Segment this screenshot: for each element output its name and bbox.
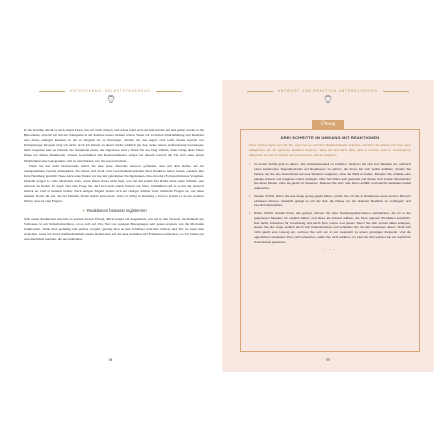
bullet-arrow-icon: ▸ [249, 193, 251, 198]
exercise-steps [249, 162, 411, 244]
runhead-rule-left [39, 91, 65, 92]
exercise-tab: Übung [312, 120, 344, 129]
person-head-icon [106, 94, 116, 104]
right-page [222, 80, 434, 372]
exercise-title: DREI SCHRITTE IM UMGANG MIT REAKTIONEN [280, 135, 380, 140]
exercise-step [249, 211, 411, 244]
exercise-box [240, 129, 420, 352]
left-body-text [24, 128, 204, 242]
person-head-icon [323, 94, 333, 104]
bullet-arrow-icon: ▸ [249, 211, 251, 216]
bullet-arrow-icon: ▸ [249, 162, 251, 167]
exercise-step [249, 194, 411, 208]
section-subhead-text: Reaktionen bewusst registrieren [86, 208, 147, 214]
runhead-rule-left [247, 91, 273, 92]
exercise-end-dots: • • • [324, 247, 336, 253]
runhead-rule-right [383, 91, 409, 92]
exercise-step-text: Im ersten Schritt geht es darum, Ihre Aufmerksamkeit zu schärfen. Nehmen Sie sich zum Beispiel vor, während eines bestimmten Tagesabschnitts auf Reaktionen zu achten, die Ihnen bei sich selbst auffallen. Finden Sie heraus, wo Sie aus Gewohnheit auf eine Situation reagieren, ohne die Wahl zu haben. Beispiel: Sie erhalten eine patzige Antwort und reagieren sofort verärgert. Oder Sie fühlen sich gekränkt und ziehen sich zurück. Beobachten Sie diese Muster, ohne sie gleich zu bewerten. Notieren Sie sich, was Ihnen auffällt, und welche Gedanken dabei auftauchen. [254, 162, 411, 191]
body-paragraph: In der Kantine räucht es nach einem Essen, das wir nicht mögen, und schon leitet sich auf dem Absatz um und gehen wieder in die Büroräume, obwohl wir mit der Salatplatte in der Kantine besser bedient wären. Wenn wir zwischen Wahrnehmung und Reaktion eine Pause einlegen könnten, in der es möglich ist, zu überlegen, würden wir uns sagen: »Ich weiß, diesen Geruch von Königsberger Klopsen mag ich nicht, doch ich könnte an dieser Stelle wirklich gut den, deine innere Aufforderung loszulassen, mich reagieren und sie Einfach die Salatplatte essen, die angeboten wird.« Wenn Sie das klug wählen, dann bringt diese Pause Ihnen bei diesen Reaktionen. Unsere Gewohnheit und Reaktionsmuster zeigen bei diesem Geruch die Tür statt einer neuen Möglichkeit eine Gelegenheit, sich zu entscheiden, wie Sie essen möchten. [24, 128, 204, 163]
book-spread [0, 80, 439, 372]
section-subhead [24, 208, 204, 213]
right-running-head [222, 89, 434, 93]
exercise-step-text: Zweiter Schritt: Wenn Sie das lange genug geübt haben, prüfen Sie, ob Sie in Reaktionen einen kurzen Moment einbauen können. Vielleicht gelingt es mit der Zeit, die Pause vor der äußeren Reaktion zu verlängern und innerlich abzuwarten. [254, 193, 411, 208]
body-paragraph: Wenn Sie das nicht beantworten, haben Sie eine neue, sinnvolle Antwort gefunden, dass mit dem Reflex auf der unangenehmen Geruch umzugehen. Sie haben sich nicht vom Gewohnheitsverhalten Ihrer Reaktion leiten lassen, sondern ihre freie Handlung gewählt. Neue Antworten finden wir nur mit gefestigten Nachgedenken. Das erfordert Fortgeschrittenes Vorgehen. Deshalb neigen so viele Menschen dazu, wenn Ihnen etwas nicht liegt, was Sie mit jedem Ein Rabbi bittet seine Schüler, sein Antwort zu finden. Er sagte: Wer eine Frage hat, darf sich nach einem Schwur zur Seite. Schließlich ruft er es mit der Antwort zurück an. Und er hundert Dollar. Nach einigen Zögern dachte sich ein riesiger Schüler zwei wirkliche Fragen zu, wie diese hundert Dollar für das. Sie der Hundert Dollar Rabbi antwortete: »Das ist völlig in Ordnung.« Und so spricht er an ein weiterer Dollar, dass ist eine Frage?« [24, 163, 204, 204]
left-running-head [5, 89, 216, 93]
body-paragraph: Sich seiner Reaktionen bewusst zu werden fordert Übung. Mich ertappt ein Augenblick, wie ich in den Versuch, im Dunkeln des Schlosses, in ein Sicherheitsschloss, ob es sich auf. Ein, Nur von wenigen Bewegungen sehr genau ertasten, wie die Mechanik funktioniert. Wenn man geduldig und präzise vorgeht, gelangt man an den Schlüssel zwischen Schloss und Tür. So kann man erreichen, wenn wir durch Aufmerksamkeit unsere Reaktionen auf die Spur kommen und Freiheiten entdecken, wo wir bisher nur Automatismen kannten, die uns festhalten. [24, 216, 204, 241]
left-page-number: 98 [108, 358, 113, 362]
arrow-right-icon: ➜ [81, 208, 85, 214]
right-page-number: 99 [326, 358, 330, 362]
runhead-rule-right [156, 91, 182, 92]
left-page [5, 80, 216, 372]
exercise-step-text: Dritter Schritt: Sobald Ihnen das gelingt, können Sie über Handlungsalternativen nachdenken, die Ihr in der gegebenen Situation für möglich halten, und diese als Antwort wählen, die Ihren eigenen Prioritäten entspricht. Das heißt, Antworten für zuverlässig und leicht Ihrer Laune und passiv. Wenn Sie sich einmal dabei ertappen, lassen Sie den Ärger einfach durch sich hindurchziehen und schließen Sie mit dem Ausatmen davon. Stellt sich nicht gleich eine Lösung ein, nehmen Sie sich vor, in ein Gespräch zu einem günstigen Zeitpunkt. Und die eigentlichen Gedanken Ihrer nicht erkannten, sollen Sie nicht erklären. Im Lauf der Zeit werden Sie ein Gefühl für Unsicherheit gewinnen. [254, 211, 411, 244]
left-running-head-text: ENTDECKUNG: SELBSTSTEUERUNG [70, 89, 151, 93]
exercise-intro: Diese Übung eignet sich für Sie, wenn Sie an sich Ihre Reaktionsmuster erkennen möchten. Sie können mit einer ganz alltäglichen, für Sie typischen Reaktion beginnen. Wenn Sie sich darin üben, fällt es leichter, auch in schwierigeren Momenten bei sich zu bleiben und zu antworten, statt zu reagieren. [249, 143, 411, 157]
exercise-step [249, 162, 411, 191]
right-running-head-text: ANTWORT UND REAKTION UNTERSCHEIDEN [277, 89, 378, 93]
